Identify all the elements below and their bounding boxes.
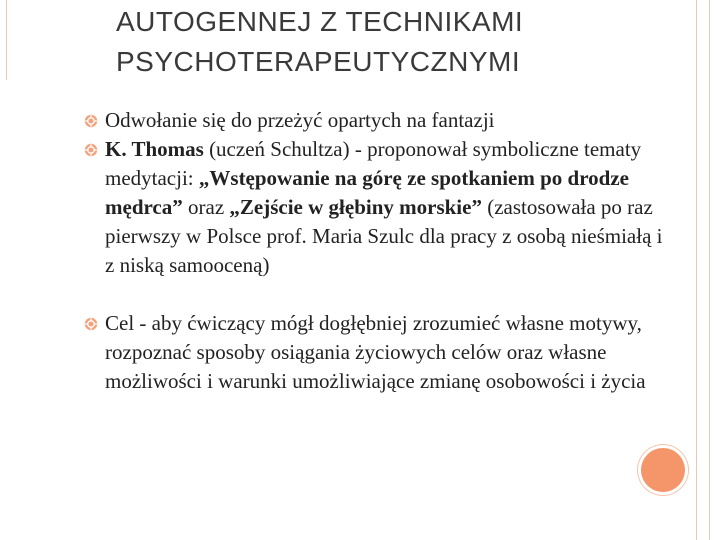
bullet-text-1: Odwołanie się do przeżyć opartych na fantazji bbox=[105, 108, 495, 132]
author-name: K. Thomas bbox=[105, 137, 204, 161]
sun-bullet-icon bbox=[84, 317, 98, 331]
bullet-text-2c: (zastosowała po raz pierwszy w Polsce prof. Maria Szulc dla pracy z osobą nieśmiałą i z niską samooceną) bbox=[105, 195, 663, 277]
decorative-circle bbox=[641, 448, 685, 492]
sun-bullet-icon bbox=[84, 114, 98, 128]
bullet-text-2b: oraz bbox=[182, 195, 230, 219]
bullet-text-3: Cel - aby ćwiczący mógł dogłębniej zrozumieć własne motywy, rozpoznać sposoby osiągania życiowych celów oraz własne możliwości i warunki umożliwiające zmianę osobowości i życia bbox=[105, 311, 646, 393]
bullet-list bbox=[84, 106, 664, 396]
slide-title bbox=[116, 0, 676, 82]
sun-bullet-icon bbox=[84, 143, 98, 157]
slide-frame-right bbox=[696, 0, 710, 540]
bullet-item-3 bbox=[84, 309, 664, 396]
bullet-item-1 bbox=[84, 106, 664, 135]
title-line-2: PSYCHOTERAPEUTYCZNYMI bbox=[116, 46, 521, 77]
meditation-theme-1: „Wstępowanie na górę ze spotkaniem po drodze mędrca” bbox=[105, 166, 629, 219]
meditation-theme-2: „Zejście w głębiny morskie” bbox=[229, 195, 482, 219]
title-line-1: AUTOGENNEJ Z TECHNIKAMI bbox=[116, 6, 524, 37]
bullet-item-2 bbox=[84, 135, 664, 280]
slide-frame-left bbox=[6, 0, 7, 80]
bullet-text-2a: (uczeń Schultza) - proponował symboliczne tematy medytacji: bbox=[105, 137, 642, 190]
